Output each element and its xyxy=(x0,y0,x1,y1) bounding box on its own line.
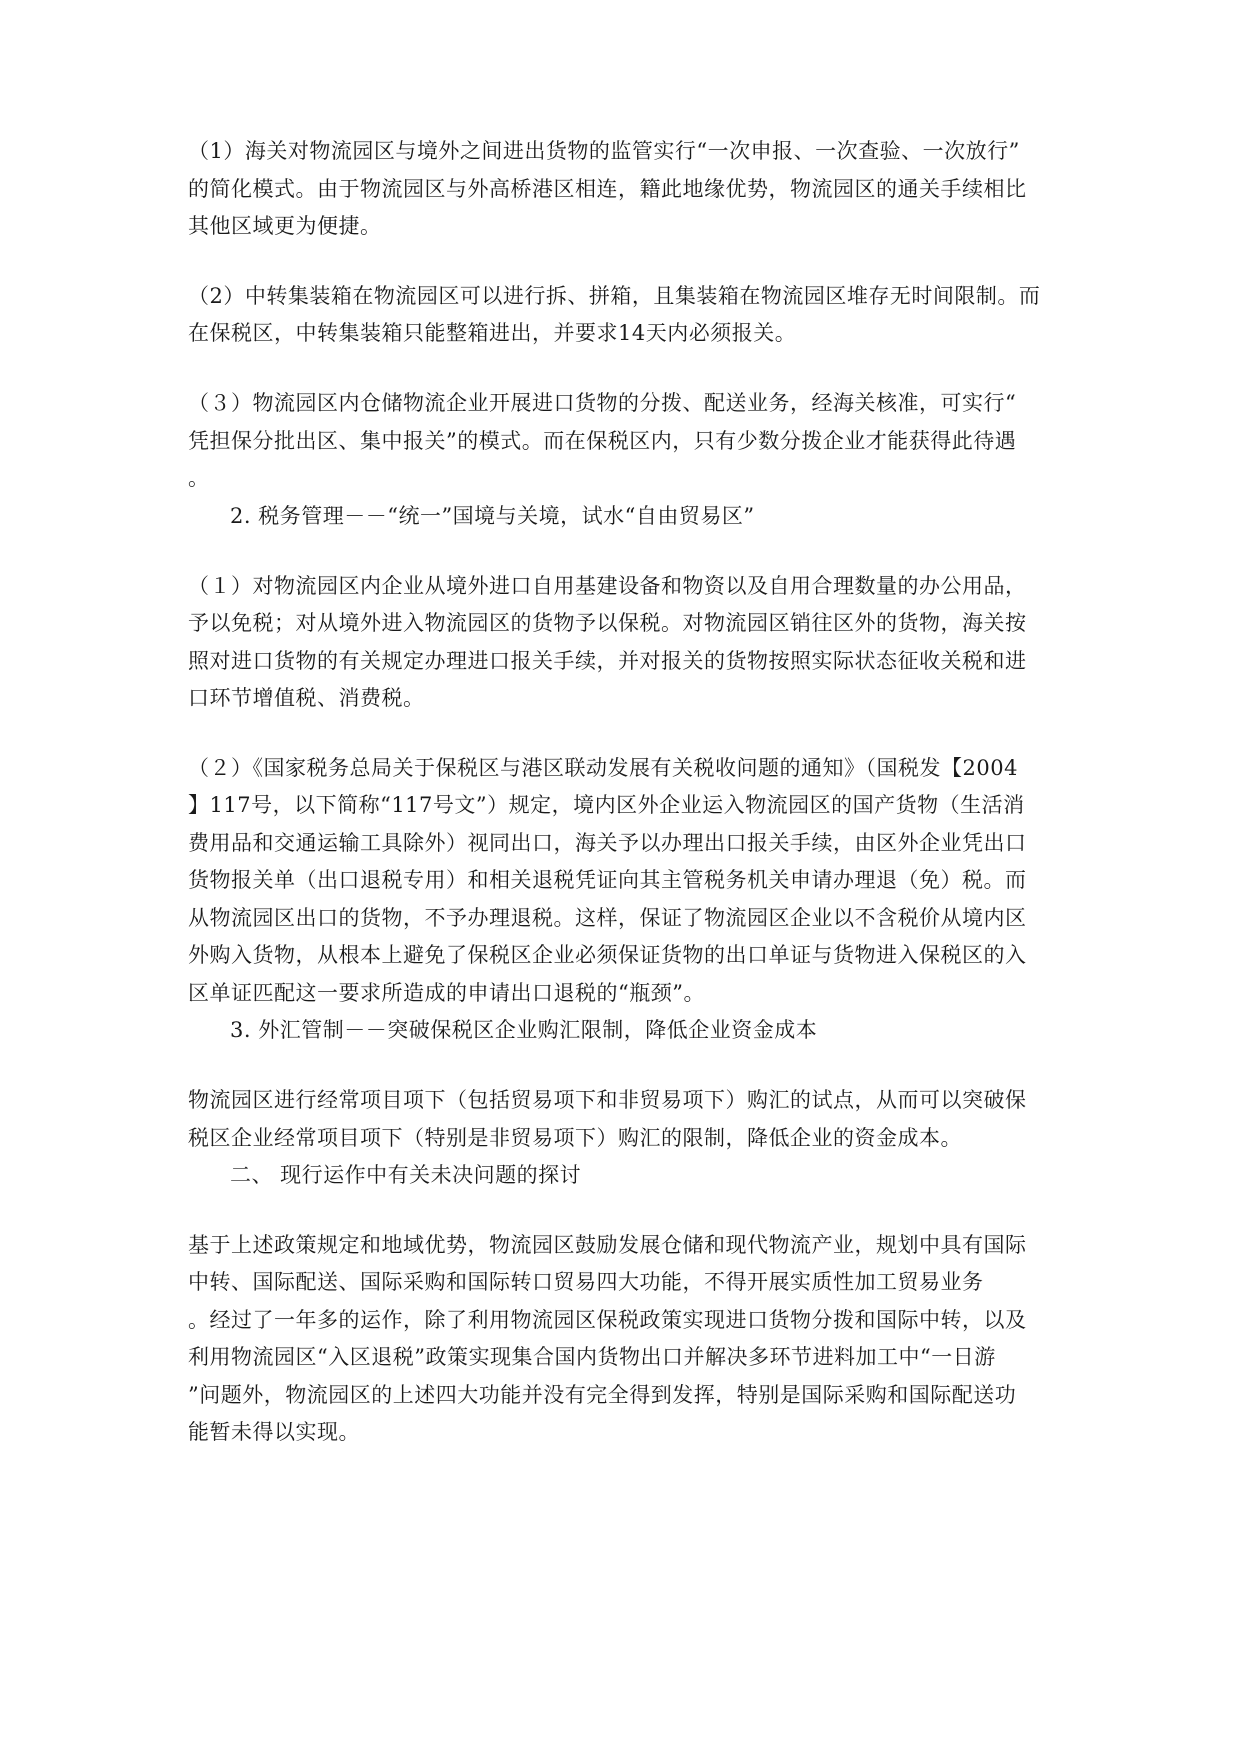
paragraph-5-line-3: 费用品和交通运输工具除外）视同出口，海关予以办理出口报关手续，由区外企业凭出口 xyxy=(188,831,1027,855)
paragraph-7-line-4: 利用物流园区“入区退税”政策实现集合国内货物出口并解决多环节进料加工中“一日游 xyxy=(188,1345,996,1369)
paragraph-2-line-1: （2）中转集装箱在物流园区可以进行拆、拼箱，且集装箱在物流园区堆存无时间限制。而 xyxy=(188,284,1041,308)
paragraph-1-line-2: 的简化模式。由于物流园区与外高桥港区相连，籍此地缘优势，物流园区的通关手续相比 xyxy=(188,177,1027,201)
section-heading-issues: 二、 现行运作中有关未决问题的探讨 xyxy=(230,1163,582,1187)
paragraph-6-line-1: 物流园区进行经常项目项下（包括贸易项下和非贸易项下）购汇的试点，从而可以突破保 xyxy=(188,1088,1027,1112)
paragraph-7-line-5: ”问题外，物流园区的上述四大功能并没有完全得到发挥，特别是国际采购和国际配送功 xyxy=(188,1383,1017,1407)
paragraph-5-line-1: （２）《国家税务总局关于保税区与港区联动发展有关税收问题的通知》（国税发【2004 xyxy=(188,756,1018,780)
paragraph-3-line-1: （３）物流园区内仓储物流企业开展进口货物的分拨、配送业务，经海关核准，可实行“ xyxy=(188,391,1017,415)
paragraph-4-line-4: 口环节增值税、消费税。 xyxy=(188,686,425,710)
paragraph-7-line-3: 。经过了一年多的运作，除了利用物流园区保税政策实现进口货物分拨和国际中转，以及 xyxy=(188,1308,1027,1332)
section-heading-tax: 2. 税务管理－－“统一”国境与关境，试水“自由贸易区” xyxy=(230,504,755,528)
section-heading-forex: 3. 外汇管制－－突破保税区企业购汇限制，降低企业资金成本 xyxy=(230,1018,818,1042)
paragraph-5-line-2: 】117号，以下简称“117号文”）规定，境内区外企业运入物流园区的国产货物（生活消 xyxy=(188,793,1025,817)
paragraph-3-line-2: 凭担保分批出区、集中报关”的模式。而在保税区内，只有少数分拨企业才能获得此待遇 xyxy=(188,429,1017,453)
paragraph-5-line-6: 外购入货物，从根本上避免了保税区企业必须保证货物的出口单证与货物进入保税区的入 xyxy=(188,943,1027,967)
paragraph-5-line-5: 从物流园区出口的货物，不予办理退税。这样，保证了物流园区企业以不含税价从境内区 xyxy=(188,906,1027,930)
paragraph-7-line-6: 能暂未得以实现。 xyxy=(188,1420,360,1444)
paragraph-3-line-3: 。 xyxy=(188,466,210,490)
paragraph-7-line-1: 基于上述政策规定和地域优势，物流园区鼓励发展仓储和现代物流产业，规划中具有国际 xyxy=(188,1233,1027,1257)
paragraph-5-line-7: 区单证匹配这一要求所造成的申请出口退税的“瓶颈”。 xyxy=(188,981,705,1005)
paragraph-6-line-2: 税区企业经常项目项下（特别是非贸易项下）购汇的限制，降低企业的资金成本。 xyxy=(188,1126,962,1150)
paragraph-7-line-2: 中转、国际配送、国际采购和国际转口贸易四大功能，不得开展实质性加工贸易业务 xyxy=(188,1270,984,1294)
paragraph-5-line-4: 货物报关单（出口退税专用）和相关退税凭证向其主管税务机关申请办理退（免）税。而 xyxy=(188,868,1027,892)
paragraph-1-line-3: 其他区域更为便捷。 xyxy=(188,214,382,238)
paragraph-1-line-1: （1）海关对物流园区与境外之间进出货物的监管实行“一次申报、一次查验、一次放行” xyxy=(188,139,1020,163)
paragraph-2-line-2: 在保税区，中转集装箱只能整箱进出，并要求14天内必须报关。 xyxy=(188,321,797,345)
paragraph-4-line-2: 予以免税；对从境外进入物流园区的货物予以保税。对物流园区销往区外的货物，海关按 xyxy=(188,611,1027,635)
paragraph-4-line-1: （１）对物流园区内企业从境外进口自用基建设备和物资以及自用合理数量的办公用品， xyxy=(188,574,1027,598)
paragraph-4-line-3: 照对进口货物的有关规定办理进口报关手续，并对报关的货物按照实际状态征收关税和进 xyxy=(188,649,1027,673)
